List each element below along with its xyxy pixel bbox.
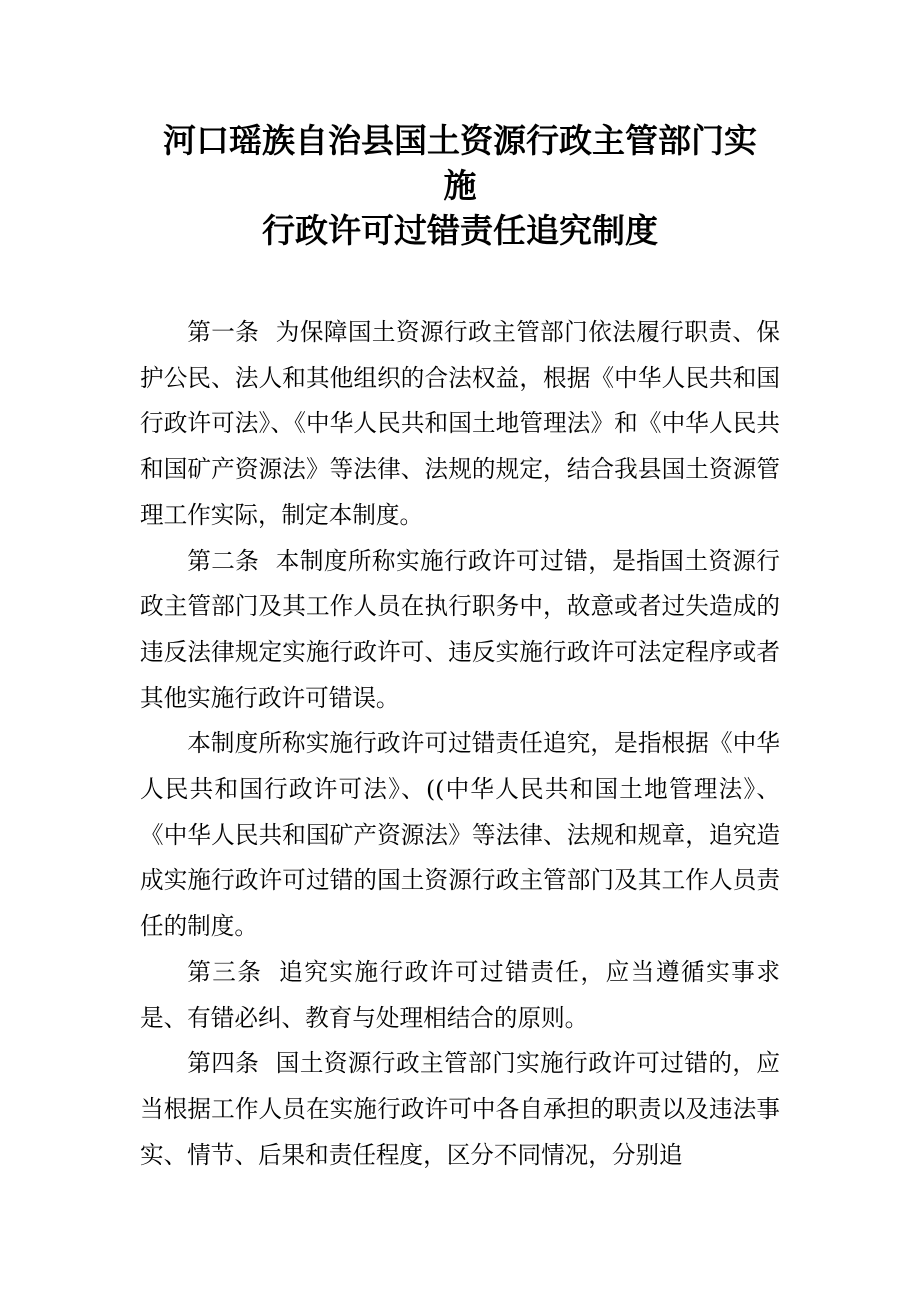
title-line-1: 河口瑶族自治县国土资源行政主管部门实 [163, 121, 757, 160]
document-title [140, 118, 780, 253]
article-1-label: 第一条 [187, 318, 260, 346]
article-4-label: 第四条 [187, 1049, 260, 1078]
article-2-continuation-paragraph [140, 721, 780, 950]
article-4-paragraph [140, 1041, 780, 1178]
article-1-text: 为保障国土资源行政主管部门依法履行职责、保护公民、法人和其他组织的合法权益，根据《中华人民共和国行政许可法》、《中华人民共和国土地管理法》和《中华人民共和国矿产资源法》等法律、法规的规定，结合我县国土资源管理工作实际，制定本制度。 [140, 318, 781, 529]
article-2-paragraph [140, 539, 780, 722]
title-line-2: 施 [443, 166, 477, 205]
article-3-text: 追究实施行政许可过错责任，应当遵循实事求是、有错必纠、教育与处理相结合的原则。 [140, 957, 781, 1032]
article-3-label: 第三条 [187, 957, 263, 986]
title-line-3: 行政许可过错责任追究制度 [262, 211, 658, 250]
document-body [140, 310, 780, 1178]
article-2-text: 本制度所称实施行政许可过错，是指国土资源行政主管部门及其工作人员在执行职务中，故意或者过失造成的违反法律规定实施行政许可、违反实施行政许可法定程序或者其他实施行政许可错误。 [140, 546, 781, 712]
article-2-continuation-text: 本制度所称实施行政许可过错责任追究，是指根据《中华人民共和国行政许可法》、((中华人民共和国土地管理法》、《中华人民共和国矿产资源法》等法律、法规和规章，追究造成实施行政许可过错的国土资源行政主管部门及其工作人员责任的制度。 [140, 729, 780, 941]
article-1-paragraph [140, 310, 780, 539]
article-3-paragraph [140, 950, 780, 1041]
article-2-label: 第二条 [187, 546, 260, 575]
article-4-text: 国土资源行政主管部门实施行政许可过错的，应当根据工作人员在实施行政许可中各自承担的职责以及违法事实、情节、后果和责任程度，区分不同情况，分别追 [140, 1049, 781, 1169]
